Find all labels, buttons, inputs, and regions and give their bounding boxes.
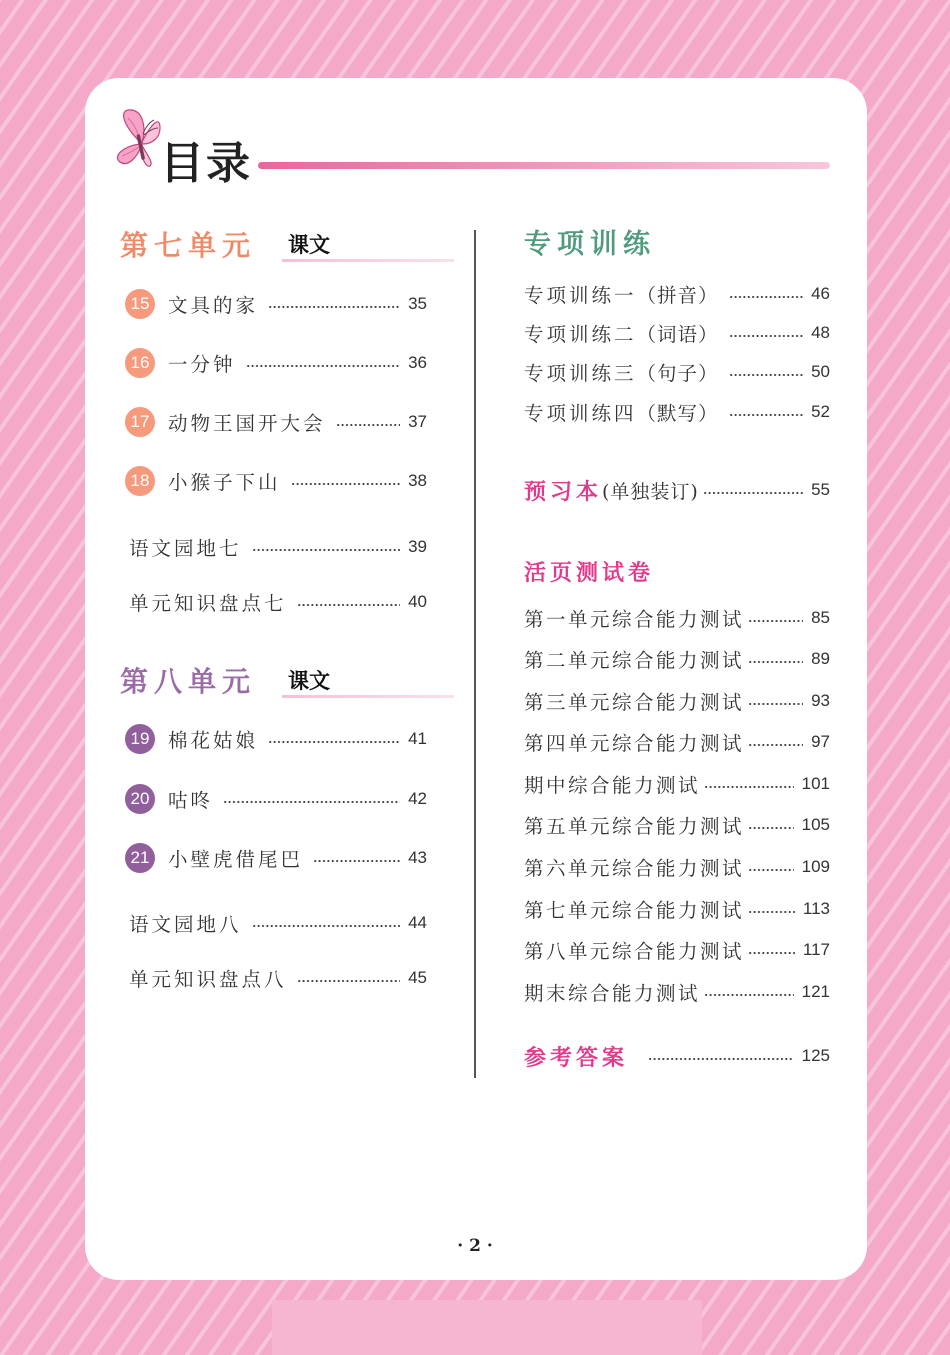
entry-title: 第八单元综合能力测试 xyxy=(524,940,745,963)
unit8-title: 第八单元 xyxy=(120,665,257,698)
tests-heading: 活页测试卷 xyxy=(524,561,655,586)
leader-dots xyxy=(748,660,803,664)
toc-entry-yuwen-7[interactable] xyxy=(129,531,427,563)
entry-title: 第五单元综合能力测试 xyxy=(524,815,745,838)
lesson-title: 文具的家 xyxy=(168,294,259,317)
leader-dots xyxy=(291,482,401,486)
page-number: 36 xyxy=(408,353,427,372)
toc-entry-special-1[interactable] xyxy=(524,278,830,310)
page-number: 89 xyxy=(811,649,830,668)
lesson-number-badge: 20 xyxy=(125,784,155,814)
entry-title: 第三单元综合能力测试 xyxy=(524,691,745,714)
page-number: 105 xyxy=(801,815,830,834)
leader-dots xyxy=(748,910,795,914)
toc-entry-test[interactable] xyxy=(524,685,830,717)
toc-entry-test[interactable] xyxy=(524,602,830,634)
unit8-underline xyxy=(282,695,454,698)
leader-dots xyxy=(748,743,803,747)
leader-dots xyxy=(313,859,400,863)
toc-entry-test[interactable] xyxy=(524,768,830,800)
toc-entry-lesson-18[interactable] xyxy=(125,465,427,497)
entry-title: 专项训练二 xyxy=(524,323,637,346)
toc-entry-preview-book[interactable] xyxy=(524,474,830,506)
entry-title: 语文园地八 xyxy=(129,913,242,936)
page-number: 46 xyxy=(811,284,830,303)
entry-title: 第七单元综合能力测试 xyxy=(524,899,745,922)
toc-entry-test[interactable] xyxy=(524,934,830,966)
leader-dots xyxy=(729,334,804,338)
leader-dots xyxy=(729,295,804,299)
toc-entry-test[interactable] xyxy=(524,851,830,883)
background-strip xyxy=(272,1300,702,1355)
lesson-number-badge: 18 xyxy=(125,466,155,496)
lesson-title: 咕咚 xyxy=(168,789,214,812)
toc-entry-test[interactable] xyxy=(524,809,830,841)
page-number: 113 xyxy=(802,899,830,918)
page-number: 39 xyxy=(408,537,427,556)
page-number: 101 xyxy=(801,774,830,793)
leader-dots xyxy=(748,868,794,872)
lesson-number-badge: 16 xyxy=(125,348,155,378)
toc-entry-summary-8[interactable] xyxy=(129,962,427,994)
toc-entry-answers[interactable] xyxy=(524,1040,830,1072)
leader-dots xyxy=(748,826,794,830)
toc-entry-test[interactable] xyxy=(524,976,830,1008)
lesson-title: 小猴子下山 xyxy=(168,471,281,494)
lesson-number-badge: 21 xyxy=(125,843,155,873)
page-footer-number: · 2 · xyxy=(457,1236,493,1256)
preview-book-title: 预习本 xyxy=(524,479,603,505)
page-number: 109 xyxy=(801,857,830,876)
page-number: 48 xyxy=(811,323,830,342)
entry-title: 单元知识盘点七 xyxy=(129,592,287,615)
entry-title: 第六单元综合能力测试 xyxy=(524,857,745,880)
page-number: 35 xyxy=(408,294,427,313)
lesson-title: 一分钟 xyxy=(168,353,236,376)
entry-title: 专项训练四 xyxy=(524,402,637,425)
leader-dots xyxy=(336,423,401,427)
title-underline xyxy=(258,162,830,169)
lesson-title: 动物王国开大会 xyxy=(168,412,326,435)
entry-title: 期中综合能力测试 xyxy=(524,774,701,797)
entry-topic: （词语） xyxy=(636,323,719,346)
leader-dots xyxy=(704,993,794,997)
page-number: 38 xyxy=(408,471,427,490)
entry-title: 语文园地七 xyxy=(129,537,242,560)
lesson-number-badge: 15 xyxy=(125,289,155,319)
leader-dots xyxy=(268,305,400,309)
toc-entry-special-4[interactable] xyxy=(524,396,830,428)
toc-entry-special-3[interactable] xyxy=(524,356,830,388)
page-number: 121 xyxy=(801,982,830,1001)
toc-entry-test[interactable] xyxy=(524,893,830,925)
toc-entry-lesson-21[interactable] xyxy=(125,842,427,874)
toc-entry-lesson-16[interactable] xyxy=(125,347,427,379)
leader-dots xyxy=(252,548,401,552)
unit8-subtitle: 课文 xyxy=(288,669,330,693)
entry-title: 第一单元综合能力测试 xyxy=(524,608,745,631)
entry-topic: （默写） xyxy=(636,402,719,425)
toc-entry-test[interactable] xyxy=(524,726,830,758)
page-number: 97 xyxy=(811,732,830,751)
page-number: 43 xyxy=(408,848,427,867)
lesson-title: 小壁虎借尾巴 xyxy=(168,848,304,871)
leader-dots xyxy=(268,740,400,744)
leader-dots xyxy=(748,702,803,706)
toc-entry-special-2[interactable] xyxy=(524,317,830,349)
leader-dots xyxy=(729,373,804,377)
lesson-number-badge: 19 xyxy=(125,724,155,754)
unit7-subtitle: 课文 xyxy=(288,233,330,257)
toc-entry-lesson-17[interactable] xyxy=(125,406,427,438)
entry-topic: （拼音） xyxy=(636,284,719,307)
entry-title: 专项训练三 xyxy=(524,362,637,385)
page-title: 目录 xyxy=(160,138,252,189)
page-number: 45 xyxy=(408,968,427,987)
leader-dots xyxy=(748,951,795,955)
page-number: 85 xyxy=(811,608,830,627)
leader-dots xyxy=(223,800,400,804)
lesson-title: 棉花姑娘 xyxy=(168,729,259,752)
page-number: 93 xyxy=(811,691,830,710)
unit7-underline xyxy=(282,259,454,262)
toc-entry-lesson-15[interactable] xyxy=(125,288,427,320)
page-number: 50 xyxy=(811,362,830,381)
entry-title: 第四单元综合能力测试 xyxy=(524,732,745,755)
butterfly-icon xyxy=(110,104,162,174)
toc-entry-summary-7[interactable] xyxy=(129,586,427,618)
entry-title: 单元知识盘点八 xyxy=(129,968,287,991)
page-number: 40 xyxy=(408,592,427,611)
page-number: 55 xyxy=(811,480,830,499)
leader-dots xyxy=(252,924,401,928)
special-training-heading: 专项训练 xyxy=(524,229,656,260)
leader-dots xyxy=(246,364,401,368)
leader-dots xyxy=(648,1057,794,1061)
toc-entry-yuwen-8[interactable] xyxy=(129,907,427,939)
preview-book-note: (单独装订) xyxy=(602,480,699,503)
leader-dots xyxy=(297,979,401,983)
lesson-number-badge: 17 xyxy=(125,407,155,437)
toc-entry-lesson-20[interactable] xyxy=(125,783,427,815)
answers-title: 参考答案 xyxy=(524,1045,629,1071)
page-number: 37 xyxy=(408,412,427,431)
leader-dots xyxy=(703,491,803,495)
leader-dots xyxy=(729,413,804,417)
page-number: 42 xyxy=(408,789,427,808)
entry-title: 期末综合能力测试 xyxy=(524,982,701,1005)
column-divider xyxy=(474,230,476,1078)
entry-title: 第二单元综合能力测试 xyxy=(524,649,745,672)
page-number: 117 xyxy=(802,940,830,959)
leader-dots xyxy=(297,603,401,607)
leader-dots xyxy=(704,785,794,789)
page-number: 44 xyxy=(408,913,427,932)
toc-entry-lesson-19[interactable] xyxy=(125,723,427,755)
toc-entry-test[interactable] xyxy=(524,643,830,675)
entry-topic: （句子） xyxy=(636,362,719,385)
page-number: 52 xyxy=(811,402,830,421)
page-number: 41 xyxy=(408,729,427,748)
unit7-title: 第七单元 xyxy=(120,229,257,262)
leader-dots xyxy=(748,619,803,623)
page-number: 125 xyxy=(801,1046,830,1065)
entry-title: 专项训练一 xyxy=(524,284,637,307)
